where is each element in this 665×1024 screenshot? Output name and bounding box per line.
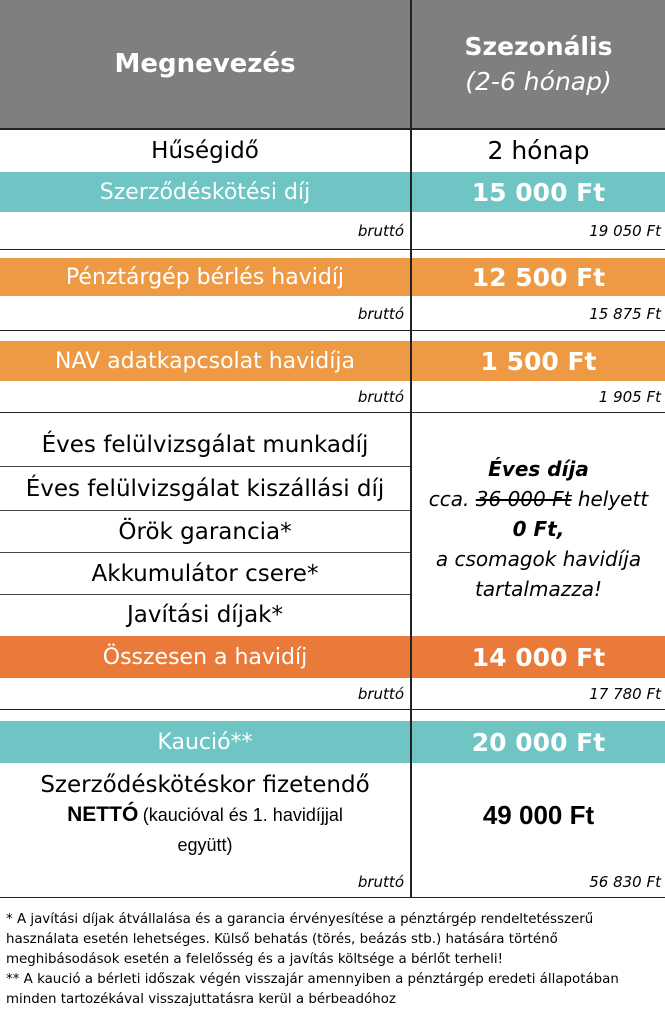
nav-fee-gross-row	[0, 382, 665, 412]
total-row	[0, 636, 665, 678]
rental-fee-gross-row	[0, 297, 665, 330]
total-value: 14 000 Ft	[471, 642, 606, 672]
deposit-value: 20 000 Ft	[471, 727, 606, 757]
row-divider	[0, 330, 665, 331]
nav-fee-gross-value: 1 905 Ft	[598, 388, 661, 406]
deposit-row	[0, 721, 665, 763]
payable-label	[0, 764, 410, 866]
total-label: Összesen a havidíj	[102, 644, 308, 670]
loyalty-label: Hűségidő	[151, 137, 259, 164]
nav-fee-row	[0, 341, 665, 381]
rental-fee-gross-value: 15 875 Ft	[589, 304, 661, 323]
annual-fee-included-1: a csomagok havidíja	[435, 547, 642, 571]
footnote-1: * A javítási díjak átvállalása és a garancia érvényesítése a pénztárgép rendeltetésszerű használata esetén lehetséges. Külső behatás (törés, beázás stb.) hatására történő meghibásodások esetén a felelősség és a javítás költsége a bérlőt terheli!	[6, 912, 594, 967]
service-item-label: Éves felülvizsgálat munkadíj	[41, 432, 369, 458]
contract-fee-gross-row	[0, 213, 665, 249]
payable-line2	[67, 800, 343, 831]
header-name-cell	[0, 0, 410, 128]
row-divider	[0, 412, 665, 413]
payable-gross-row	[0, 867, 665, 897]
nav-fee-label: NAV adatkapcsolat havidíja	[55, 348, 355, 374]
annual-fee-old-price: 36 000 Ft	[475, 487, 572, 511]
payable-gross-label: bruttó	[357, 873, 404, 891]
contract-fee-row	[0, 172, 665, 212]
nav-fee-value: 1 500 Ft	[480, 346, 597, 376]
payable-line3: együtt)	[177, 834, 233, 855]
service-divider	[0, 594, 410, 595]
row-divider	[0, 709, 665, 710]
nav-fee-gross-label: bruttó	[357, 388, 404, 406]
rental-fee-row	[0, 258, 665, 296]
payable-net: NETTÓ	[67, 802, 139, 826]
rental-fee-gross-label: bruttó	[357, 304, 404, 323]
deposit-label: Kaució**	[157, 729, 253, 755]
payable-line1: Szerződéskötéskor fizetendő	[40, 771, 370, 798]
service-divider	[0, 552, 410, 553]
annual-fee-compare	[429, 484, 648, 514]
service-item-label: Akkumulátor csere*	[91, 561, 319, 587]
payable-row	[0, 764, 665, 866]
column-divider	[410, 0, 412, 898]
header-season-title: Szezonális	[464, 32, 613, 61]
annual-fee-included-2: tartalmazza!	[475, 577, 602, 601]
payable-gross-value: 56 830 Ft	[589, 873, 661, 891]
service-item-label: Javítási díjak*	[127, 602, 283, 628]
contract-fee-gross-label: bruttó	[357, 222, 404, 240]
service-item-label: Örök garancia*	[118, 519, 292, 545]
loyalty-row	[0, 130, 665, 171]
row-divider	[0, 249, 665, 250]
row-divider	[0, 897, 665, 898]
header-season-sub: (2-6 hónap)	[465, 67, 612, 96]
total-gross-value: 17 780 Ft	[589, 685, 661, 703]
payable-value: 49 000 Ft	[482, 799, 595, 830]
header-name: Megnevezés	[114, 49, 296, 79]
total-gross-label: bruttó	[357, 685, 404, 703]
loyalty-value: 2 hónap	[487, 136, 590, 165]
rental-fee-value: 12 500 Ft	[471, 262, 606, 292]
contract-fee-gross-value: 19 050 Ft	[589, 222, 661, 240]
total-gross-row	[0, 679, 665, 709]
service-divider	[0, 510, 410, 511]
contract-fee-value: 15 000 Ft	[471, 177, 606, 207]
table-header	[0, 0, 665, 128]
service-item-label: Éves felülvizsgálat kiszállási díj	[25, 476, 385, 502]
footnotes	[6, 910, 661, 1010]
annual-fee-new-price: 0 Ft,	[512, 517, 565, 541]
rental-fee-label: Pénztárgép bérlés havidíj	[65, 264, 345, 290]
footnote-2: ** A kaució a bérleti időszak végén visszajár amennyiben a pénztárgép eredeti állapotában minden tartozékával visszajuttatásra kerül a bérbeadóhoz	[6, 972, 619, 1007]
service-divider	[0, 466, 410, 467]
annual-fee-approx: cca.	[428, 487, 470, 511]
header-season-cell	[412, 0, 665, 128]
annual-fee-title: Éves díja	[488, 457, 589, 481]
annual-fee-note	[412, 424, 665, 634]
annual-fee-instead: helyett	[577, 487, 649, 511]
row-divider	[0, 128, 665, 130]
contract-fee-label: Szerződéskötési díj	[99, 179, 311, 205]
payable-paren: (kaucióval és 1. havidíjjal	[142, 804, 343, 825]
